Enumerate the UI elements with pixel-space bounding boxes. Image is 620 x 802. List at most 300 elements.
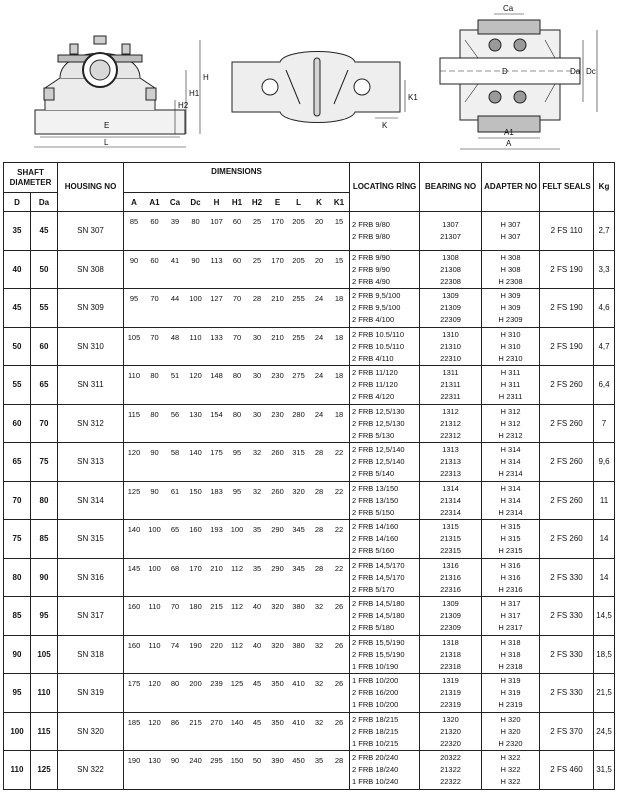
dimension-value: 170 bbox=[271, 217, 284, 226]
locating-ring: 2 FRB 11/120 bbox=[352, 368, 398, 378]
locating-ring: 2 FRB 9,5/100 bbox=[352, 303, 401, 313]
dim-col-h: H bbox=[213, 197, 220, 207]
felt-seals: 2 FS 190 bbox=[540, 327, 594, 366]
locating-ring-cell bbox=[350, 250, 420, 289]
locating-ring-list bbox=[350, 253, 419, 286]
dimension-value: 95 bbox=[232, 486, 242, 496]
section-label-a1: A1 bbox=[504, 128, 514, 137]
adapter-no: H 2319 bbox=[498, 700, 523, 710]
housing-no: SN 314 bbox=[58, 481, 124, 520]
dimension-values bbox=[124, 756, 349, 765]
dimension-values bbox=[124, 525, 349, 534]
dimension-value: 140 bbox=[230, 717, 244, 727]
locating-ring: 2 FRB 11/120 bbox=[352, 380, 398, 390]
dimension-value: 148 bbox=[210, 371, 223, 380]
dimension-value: 39 bbox=[170, 217, 180, 226]
shaft-d: 55 bbox=[4, 366, 31, 405]
dimension-value: 20 bbox=[314, 255, 324, 265]
shaft-d: 35 bbox=[4, 212, 31, 251]
bearing-no-cell bbox=[420, 327, 482, 366]
weight-kg: 9,6 bbox=[594, 443, 615, 482]
bearing-no: 21313 bbox=[440, 457, 461, 467]
locating-ring: 2 FRB 18/215 bbox=[352, 714, 399, 724]
adapter-no-cell bbox=[482, 481, 540, 520]
locating-ring-cell bbox=[350, 635, 420, 674]
dimension-value: 22 bbox=[334, 525, 344, 534]
dimension-value: 160 bbox=[127, 640, 141, 650]
dimension-value: 32 bbox=[252, 486, 262, 496]
adapter-no: H 319 bbox=[500, 676, 521, 686]
dimension-value: 120 bbox=[127, 448, 141, 457]
locating-ring: 2 FRB 12,5/140 bbox=[352, 457, 405, 467]
locating-ring-cell bbox=[350, 558, 420, 597]
dimension-value: 86 bbox=[170, 717, 180, 727]
adapter-no: H 318 bbox=[500, 649, 521, 659]
adapter-no-list bbox=[482, 445, 539, 478]
top-label-k: K bbox=[382, 121, 388, 130]
adapter-no-list bbox=[482, 484, 539, 517]
locating-ring-cell bbox=[350, 327, 420, 366]
bearing-no: 1307 bbox=[442, 220, 459, 230]
dimension-value: 100 bbox=[148, 525, 161, 534]
dimension-value: 32 bbox=[314, 602, 324, 611]
table-body bbox=[4, 212, 615, 790]
dimension-value: 70 bbox=[232, 294, 242, 303]
bearing-no: 20322 bbox=[440, 753, 461, 763]
adapter-no: H 322 bbox=[500, 765, 521, 775]
locating-ring: 2 FRB 20/240 bbox=[352, 753, 399, 763]
section-label-da: Da bbox=[570, 67, 581, 76]
dimension-value: 205 bbox=[292, 217, 305, 226]
bearing-no: 1315 bbox=[442, 522, 459, 532]
adapter-no: H 2315 bbox=[498, 546, 523, 556]
dimension-value: 115 bbox=[128, 409, 140, 419]
dimension-values bbox=[124, 679, 349, 688]
dimensions-cell bbox=[124, 443, 350, 482]
adapter-no: H 317 bbox=[500, 599, 521, 609]
header-felt-seals: FELT SEALS bbox=[540, 163, 594, 212]
locating-ring: 2 FRB 18/240 bbox=[352, 765, 399, 775]
dim-col-k1: K1 bbox=[333, 197, 345, 207]
bearing-no: 21316 bbox=[440, 572, 461, 582]
dimension-value: 24 bbox=[314, 294, 324, 303]
section-view-drawing bbox=[440, 14, 597, 149]
table-row bbox=[4, 404, 615, 443]
dimension-value: 24 bbox=[314, 409, 324, 419]
header-dimension-columns bbox=[124, 193, 350, 212]
housing-no: SN 319 bbox=[58, 674, 124, 713]
felt-seals: 2 FS 330 bbox=[540, 674, 594, 713]
header-kg: Kg bbox=[594, 163, 615, 212]
dimension-value: 255 bbox=[292, 294, 305, 303]
dimension-value: 175 bbox=[127, 679, 141, 688]
adapter-no: H 315 bbox=[500, 534, 521, 544]
locating-ring: 2 FRB 5/150 bbox=[352, 507, 395, 517]
bearing-no: 22311 bbox=[440, 392, 461, 402]
dim-col-k: K bbox=[316, 197, 322, 207]
shaft-da: 70 bbox=[31, 404, 58, 443]
housing-no: SN 320 bbox=[58, 712, 124, 751]
bearing-no-cell bbox=[420, 404, 482, 443]
dim-col-e: E bbox=[274, 197, 281, 207]
felt-seals: 2 FS 260 bbox=[540, 443, 594, 482]
dimension-value: 90 bbox=[150, 448, 159, 457]
dimension-value: 270 bbox=[210, 717, 223, 727]
dimension-value: 193 bbox=[210, 525, 223, 534]
shaft-d: 100 bbox=[4, 712, 31, 751]
dimension-value: 90 bbox=[191, 255, 200, 265]
table-row bbox=[4, 635, 615, 674]
adapter-no: H 308 bbox=[500, 264, 521, 274]
dimension-value: 40 bbox=[252, 640, 262, 650]
dimension-value: 200 bbox=[189, 679, 202, 688]
bearing-no-list bbox=[420, 753, 481, 786]
dimension-value: 60 bbox=[232, 255, 242, 265]
adapter-no: H 307 bbox=[500, 232, 521, 242]
adapter-no-list bbox=[482, 676, 539, 709]
dimension-value: 58 bbox=[170, 448, 180, 457]
housing-no: SN 315 bbox=[58, 520, 124, 559]
section-label-ca: Ca bbox=[503, 4, 514, 13]
dimensions-cell bbox=[124, 327, 350, 366]
adapter-no: H 314 bbox=[500, 457, 521, 467]
dimension-value: 15 bbox=[334, 255, 344, 265]
shaft-da: 95 bbox=[31, 597, 58, 636]
shaft-da: 125 bbox=[31, 751, 58, 790]
dimension-value: 45 bbox=[252, 717, 262, 727]
bearing-no-list bbox=[420, 522, 481, 555]
locating-ring: 1 FRB 10/215 bbox=[352, 738, 399, 748]
weight-kg: 4,7 bbox=[594, 327, 615, 366]
bearing-no: 22312 bbox=[440, 430, 461, 440]
adapter-no-cell bbox=[482, 751, 540, 790]
bearing-no: 1310 bbox=[442, 329, 459, 339]
adapter-no: H 315 bbox=[500, 522, 521, 532]
dimension-value: 290 bbox=[271, 525, 284, 534]
shaft-d: 65 bbox=[4, 443, 31, 482]
adapter-no: H 2314 bbox=[498, 469, 523, 479]
bearing-no: 22314 bbox=[440, 507, 461, 517]
front-label-h1: H1 bbox=[189, 89, 200, 98]
dimension-value: 215 bbox=[210, 602, 223, 611]
adapter-no-cell bbox=[482, 289, 540, 328]
bearing-no: 22310 bbox=[440, 353, 461, 363]
felt-seals: 2 FS 190 bbox=[540, 289, 594, 328]
dimension-value: 90 bbox=[129, 255, 139, 265]
dimension-value: 255 bbox=[292, 332, 305, 342]
dimensions-cell bbox=[124, 558, 350, 597]
locating-ring: 2 FRB 9/80 bbox=[352, 232, 390, 242]
adapter-no: H 312 bbox=[500, 418, 521, 428]
adapter-no: H 322 bbox=[500, 753, 521, 763]
dimension-value: 113 bbox=[210, 255, 223, 265]
dimension-value: 90 bbox=[150, 486, 159, 496]
dimension-value: 100 bbox=[230, 525, 244, 534]
dimension-value: 210 bbox=[271, 332, 284, 342]
shaft-d: 50 bbox=[4, 327, 31, 366]
adapter-no: H 316 bbox=[500, 560, 521, 570]
dimension-value: 295 bbox=[210, 756, 223, 765]
locating-ring: 2 FRB 14,5/180 bbox=[352, 599, 405, 609]
dimensions-cell bbox=[124, 366, 350, 405]
bearing-no: 1313 bbox=[442, 445, 459, 455]
dimension-value: 110 bbox=[148, 602, 161, 611]
bearing-no-cell bbox=[420, 674, 482, 713]
locating-ring-list bbox=[350, 407, 419, 440]
dimension-value: 22 bbox=[334, 563, 344, 573]
section-label-dc: Dc bbox=[586, 67, 596, 76]
dimension-values bbox=[124, 448, 349, 457]
bearing-no-list bbox=[420, 330, 481, 363]
shaft-da: 80 bbox=[31, 481, 58, 520]
locating-ring-cell bbox=[350, 289, 420, 328]
dimension-values bbox=[124, 217, 349, 226]
dimension-value: 68 bbox=[170, 563, 180, 573]
adapter-no: H 320 bbox=[500, 714, 521, 724]
bearing-no-list bbox=[420, 599, 481, 632]
adapter-no-cell bbox=[482, 443, 540, 482]
dimensions-cell bbox=[124, 404, 350, 443]
bearing-no: 1318 bbox=[442, 637, 459, 647]
dimension-value: 70 bbox=[232, 332, 242, 342]
locating-ring: 2 FRB 14/160 bbox=[352, 522, 399, 532]
dimension-value: 26 bbox=[334, 602, 344, 611]
front-label-h2: H2 bbox=[178, 101, 189, 110]
dimension-value: 80 bbox=[170, 679, 180, 688]
dimension-value: 175 bbox=[210, 448, 223, 457]
bearing-no: 22309 bbox=[440, 623, 461, 633]
front-label-e: E bbox=[104, 121, 110, 130]
bearing-no: 1319 bbox=[442, 676, 459, 686]
dimension-value: 130 bbox=[189, 409, 202, 419]
locating-ring: 2 FRB 14,5/170 bbox=[352, 572, 405, 582]
housing-no: SN 317 bbox=[58, 597, 124, 636]
dimension-value: 80 bbox=[150, 409, 159, 419]
table-row bbox=[4, 597, 615, 636]
dimensions-cell bbox=[124, 289, 350, 328]
dimension-values bbox=[124, 333, 349, 342]
locating-ring-list bbox=[350, 676, 419, 709]
bearing-no-list bbox=[420, 291, 481, 324]
dimension-value: 145 bbox=[127, 563, 141, 573]
dimension-value: 410 bbox=[292, 679, 305, 688]
locating-ring: 2 FRB 14,5/170 bbox=[352, 560, 405, 570]
table-row bbox=[4, 481, 615, 520]
dimension-value: 20 bbox=[314, 217, 324, 226]
felt-seals: 2 FS 260 bbox=[540, 366, 594, 405]
adapter-no: H 314 bbox=[500, 495, 521, 505]
dimension-value: 18 bbox=[334, 409, 344, 419]
dimension-value: 80 bbox=[191, 217, 200, 226]
bearing-no: 1320 bbox=[442, 714, 459, 724]
bearing-no: 21320 bbox=[440, 726, 461, 736]
dimensions-cell bbox=[124, 597, 350, 636]
top-view-drawing bbox=[232, 52, 405, 123]
dimensions-cell bbox=[124, 250, 350, 289]
weight-kg: 18,5 bbox=[594, 635, 615, 674]
dimension-value: 56 bbox=[170, 409, 180, 419]
dimension-value: 380 bbox=[292, 640, 305, 650]
adapter-no: H 310 bbox=[500, 329, 521, 339]
dimension-value: 120 bbox=[148, 717, 161, 727]
adapter-no: H 317 bbox=[500, 611, 521, 621]
dimension-value: 41 bbox=[170, 255, 180, 265]
dimension-value: 190 bbox=[127, 756, 141, 765]
dimension-value: 240 bbox=[189, 756, 202, 765]
bearing-no-cell bbox=[420, 250, 482, 289]
dim-col-h1: H1 bbox=[231, 197, 243, 207]
locating-ring: 2 FRB 5/140 bbox=[352, 469, 395, 479]
dimension-value: 30 bbox=[252, 332, 262, 342]
shaft-da: 110 bbox=[31, 674, 58, 713]
locating-ring: 2 FRB 10.5/110 bbox=[352, 329, 404, 339]
housing-no: SN 311 bbox=[58, 366, 124, 405]
dimension-value: 345 bbox=[292, 563, 305, 573]
adapter-no-cell bbox=[482, 712, 540, 751]
bearing-no: 1314 bbox=[442, 483, 459, 493]
bearing-no: 22315 bbox=[440, 546, 461, 556]
locating-ring: 1 FRB 10/190 bbox=[352, 661, 399, 671]
locating-ring-cell bbox=[350, 366, 420, 405]
bearing-no: 21312 bbox=[440, 418, 461, 428]
dimensions-cell bbox=[124, 481, 350, 520]
dimension-value: 127 bbox=[210, 294, 223, 303]
dimension-value: 80 bbox=[232, 409, 242, 419]
bearing-no-list bbox=[420, 407, 481, 440]
adapter-no-list bbox=[482, 561, 539, 594]
locating-ring: 2 FRB 4/110 bbox=[352, 353, 394, 363]
adapter-no: H 2317 bbox=[498, 623, 523, 633]
dimension-value: 320 bbox=[271, 640, 284, 650]
adapter-no: H 2310 bbox=[498, 353, 523, 363]
shaft-da: 60 bbox=[31, 327, 58, 366]
adapter-no-list bbox=[482, 753, 539, 786]
dim-col-a1: A1 bbox=[149, 197, 160, 207]
dimension-value: 50 bbox=[252, 756, 262, 765]
weight-kg: 4,6 bbox=[594, 289, 615, 328]
dimension-value: 18 bbox=[334, 371, 344, 380]
dimension-values bbox=[124, 294, 349, 303]
dimension-value: 15 bbox=[334, 217, 344, 226]
dimension-value: 70 bbox=[150, 332, 159, 342]
header-bearing-no: BEARING NO bbox=[420, 163, 482, 212]
adapter-no-cell bbox=[482, 635, 540, 674]
dimension-value: 150 bbox=[230, 756, 244, 765]
bearing-no: 21309 bbox=[440, 303, 461, 313]
dimension-value: 65 bbox=[170, 525, 180, 534]
dimension-value: 140 bbox=[189, 448, 202, 457]
housing-no: SN 307 bbox=[58, 212, 124, 251]
housing-no: SN 312 bbox=[58, 404, 124, 443]
adapter-no: H 2308 bbox=[498, 276, 523, 286]
dimension-value: 130 bbox=[148, 756, 161, 765]
locating-ring: 2 FRB 14/160 bbox=[352, 534, 399, 544]
dimension-value: 24 bbox=[314, 332, 324, 342]
dimension-value: 85 bbox=[129, 217, 139, 226]
locating-ring: 2 FRB 12,5/130 bbox=[352, 406, 405, 416]
locating-ring: 1 FRB 10/240 bbox=[352, 777, 399, 787]
bearing-no: 21311 bbox=[440, 380, 461, 390]
shaft-d: 80 bbox=[4, 558, 31, 597]
felt-seals: 2 FS 330 bbox=[540, 558, 594, 597]
technical-drawings bbox=[0, 0, 620, 160]
bearing-no: 1312 bbox=[442, 406, 459, 416]
dimension-value: 315 bbox=[292, 448, 305, 457]
dimension-value: 275 bbox=[292, 371, 305, 380]
dim-col-ca: Ca bbox=[169, 197, 181, 207]
bearing-no-list bbox=[420, 561, 481, 594]
shaft-da: 65 bbox=[31, 366, 58, 405]
locating-ring-list bbox=[350, 638, 419, 671]
felt-seals: 2 FS 260 bbox=[540, 404, 594, 443]
dimension-value: 95 bbox=[129, 294, 139, 303]
bearing-no-cell bbox=[420, 751, 482, 790]
locating-ring: 2 FRB 9,5/100 bbox=[352, 291, 401, 301]
dimension-value: 320 bbox=[271, 602, 284, 611]
bearing-no: 21307 bbox=[440, 232, 461, 242]
dimension-value: 150 bbox=[189, 486, 202, 496]
dimension-value: 380 bbox=[292, 602, 305, 611]
locating-ring: 2 FRB 13/150 bbox=[352, 483, 399, 493]
felt-seals: 2 FS 260 bbox=[540, 481, 594, 520]
dim-col-dc: Dc bbox=[190, 197, 201, 207]
weight-kg: 2,7 bbox=[594, 212, 615, 251]
locating-ring-list bbox=[350, 715, 419, 748]
bearing-no-cell bbox=[420, 558, 482, 597]
adapter-no: H 2320 bbox=[498, 738, 523, 748]
shaft-d: 40 bbox=[4, 250, 31, 289]
shaft-da: 90 bbox=[31, 558, 58, 597]
dimension-value: 32 bbox=[314, 679, 324, 688]
dimension-value: 90 bbox=[170, 756, 180, 765]
locating-ring: 2 FRB 9/90 bbox=[352, 252, 390, 262]
shaft-da: 45 bbox=[31, 212, 58, 251]
adapter-no-list bbox=[482, 599, 539, 632]
bearing-no-list bbox=[420, 484, 481, 517]
locating-ring: 2 FRB 4/120 bbox=[352, 392, 395, 402]
felt-seals: 2 FS 370 bbox=[540, 712, 594, 751]
dimension-value: 28 bbox=[252, 294, 262, 303]
locating-ring-list bbox=[350, 753, 419, 786]
shaft-d: 70 bbox=[4, 481, 31, 520]
table-row bbox=[4, 366, 615, 405]
locating-ring: 1 FRB 10/200 bbox=[352, 700, 399, 710]
shaft-d: 95 bbox=[4, 674, 31, 713]
housing-no: SN 313 bbox=[58, 443, 124, 482]
adapter-no-list bbox=[482, 253, 539, 286]
weight-kg: 6,4 bbox=[594, 366, 615, 405]
dimension-value: 26 bbox=[334, 640, 344, 650]
locating-ring-cell bbox=[350, 751, 420, 790]
housing-no: SN 322 bbox=[58, 751, 124, 790]
dimension-value: 110 bbox=[148, 640, 161, 650]
locating-ring-list bbox=[350, 484, 419, 517]
adapter-no: H 2314 bbox=[498, 507, 523, 517]
dimension-value: 260 bbox=[271, 486, 284, 496]
bearing-no: 1308 bbox=[442, 252, 459, 262]
bearing-no-list bbox=[420, 253, 481, 286]
weight-kg: 31,5 bbox=[594, 751, 615, 790]
locating-ring-list bbox=[350, 561, 419, 594]
dimension-value: 160 bbox=[189, 525, 202, 534]
shaft-da: 55 bbox=[31, 289, 58, 328]
dimension-value: 35 bbox=[252, 563, 262, 573]
header-shaft-diameter: SHAFT DIAMETER bbox=[4, 163, 58, 193]
dimension-value: 95 bbox=[232, 448, 242, 457]
locating-ring: 2 FRB 10.5/110 bbox=[352, 341, 404, 351]
felt-seals: 2 FS 330 bbox=[540, 597, 594, 636]
dimension-value: 112 bbox=[231, 640, 243, 650]
